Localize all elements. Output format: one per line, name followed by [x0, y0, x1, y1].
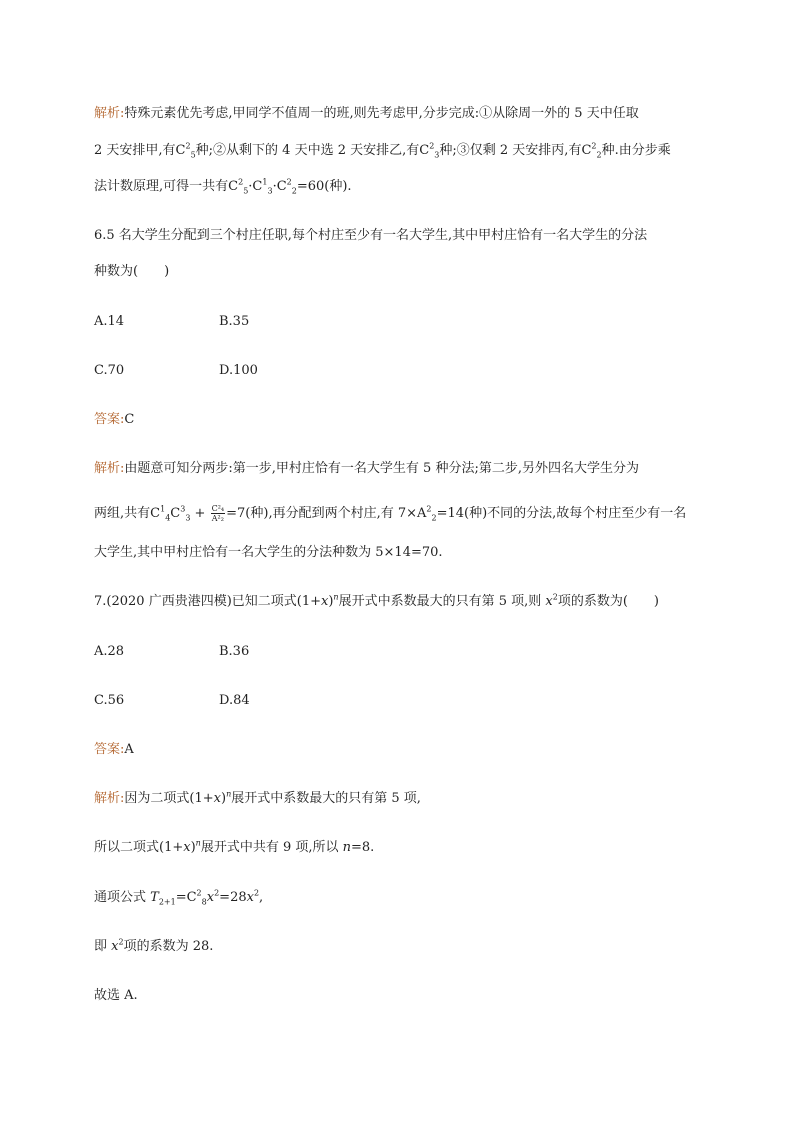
q7-text: 项的系数为( )	[557, 594, 659, 609]
math-sup: 2	[253, 888, 260, 898]
math-sup: n	[195, 838, 201, 848]
math-sub: 2+1	[158, 897, 176, 907]
q7-analysis-line-1	[94, 791, 421, 807]
analysis-label: 解析:	[94, 791, 125, 806]
q7-text: 通项公式	[94, 890, 151, 905]
q6-text: C	[170, 506, 181, 521]
q6-answer	[94, 412, 134, 428]
q6-option-d: D.100	[219, 363, 258, 378]
math-sup: 2	[238, 177, 244, 187]
math-sup: 2	[185, 141, 191, 151]
math-var: x	[321, 594, 329, 609]
q7-text: 展开式中共有 9 项,所以	[200, 840, 343, 855]
q6-text: =14(种)不同的分法,故每个村庄至少有一名	[436, 506, 687, 521]
q6-option-c: C.70	[94, 363, 125, 378]
q7-option-a: A.28	[94, 644, 125, 659]
q7-analysis-line-4	[94, 939, 213, 955]
math-sub: 4	[165, 513, 171, 523]
math-sup: 1	[160, 504, 166, 514]
math-sub: 8	[201, 897, 207, 907]
q6-analysis-line-3: 大学生,其中甲村庄恰有一名大学生的分法种数为 5×14=70.	[94, 545, 443, 560]
analysis-label: 解析:	[94, 106, 125, 121]
q7-text: ,	[259, 890, 264, 905]
q5-analysis-text: 特殊元素优先考虑,甲同学不值周一的班,则先考虑甲,分步完成:①从除周一外的 5 天中任取	[124, 106, 639, 121]
math-sub: 2	[431, 513, 437, 523]
math-sup: 2	[286, 177, 292, 187]
math-var: x	[206, 890, 215, 905]
q7-answer-value: A	[124, 742, 134, 757]
math-var: x	[246, 890, 254, 905]
math-sup: n	[333, 592, 339, 602]
q7-text: =8.	[351, 840, 375, 855]
math-sup: 2	[552, 592, 558, 602]
q7-option-c: C.56	[94, 693, 125, 708]
math-var: x	[545, 594, 553, 609]
q5-analysis-line-3	[94, 179, 352, 195]
q5-text: =60(种).	[296, 179, 352, 194]
fraction-denominator: A²₂	[211, 514, 224, 523]
q6-text: =7(种),再分配到两个村庄,有 7×A	[226, 506, 427, 521]
math-sup: 2	[429, 141, 435, 151]
q7-analysis-line-2	[94, 840, 374, 856]
q7-analysis-line-3	[94, 890, 263, 906]
fraction	[211, 504, 226, 523]
math-var: T	[150, 890, 159, 905]
q5-text: 种.由分步乘	[601, 143, 671, 158]
q7-text: 展开式中系数最大的只有第 5 项,	[231, 791, 421, 806]
math-var: x	[213, 791, 221, 806]
math-sub: 3	[434, 150, 440, 160]
q7-text: =C	[175, 890, 197, 905]
q5-text: 种;②从剩下的 4 天中选 2 天安排乙,有C	[195, 143, 430, 158]
q6-text: +	[190, 506, 210, 521]
q6-stem-line-2: 种数为( )	[94, 264, 170, 279]
q7-answer	[94, 742, 134, 758]
math-var: x	[111, 939, 119, 954]
fraction-numerator: C²₄	[211, 504, 225, 513]
q7-stem	[94, 594, 659, 610]
q7-text: 所以二项式(1+	[94, 840, 184, 855]
math-sub: 5	[190, 150, 196, 160]
q7-text: =28	[219, 890, 247, 905]
q7-analysis-line-5: 故选 A.	[94, 988, 138, 1003]
q6-text: 两组,共有C	[94, 506, 161, 521]
q6-analysis-text: 由题意可知分两步:第一步,甲村庄恰有一名大学生有 5 种分法;第二步,另外四名大学生分为	[124, 461, 639, 476]
q5-analysis-line-1	[94, 106, 639, 122]
math-sub: 3	[267, 186, 273, 196]
math-var: x	[183, 840, 191, 855]
q7-text: )	[328, 594, 334, 609]
q6-option-b: B.35	[219, 314, 250, 329]
q5-analysis-line-2	[94, 143, 671, 159]
q6-stem-line-1: 6.5 名大学生分配到三个村庄任职,每个村庄至少有一名大学生,其中甲村庄恰有一名大学生的分法	[94, 228, 648, 243]
math-sub: 5	[243, 186, 249, 196]
q7-text: 展开式中系数最大的只有第 5 项,则	[338, 594, 546, 609]
math-var: n	[342, 840, 352, 855]
q7-text: )	[190, 840, 196, 855]
answer-label: 答案:	[94, 412, 125, 427]
q5-text: ·C	[272, 179, 287, 194]
math-sup: 2	[426, 504, 432, 514]
math-sup: 3	[180, 504, 186, 514]
q7-text: 因为二项式(1+	[124, 791, 214, 806]
q6-analysis-line-1	[94, 461, 639, 477]
math-sup: 2	[196, 888, 202, 898]
math-sup: n	[226, 789, 232, 799]
q6-option-a: A.14	[94, 314, 125, 329]
q7-text: 7.(2020 广西贵港四模)已知二项式(1+	[94, 594, 321, 609]
math-sup: 2	[591, 141, 597, 151]
math-sup: 1	[262, 177, 268, 187]
q5-text: ·C	[248, 179, 263, 194]
q5-text: 2 天安排甲,有C	[94, 143, 186, 158]
q7-text: 项的系数为 28.	[123, 939, 214, 954]
q7-text: )	[220, 791, 227, 806]
q5-text: 法计数原理,可得一共有C	[94, 179, 239, 194]
math-sub: 2	[291, 186, 297, 196]
q6-analysis-line-2	[94, 504, 686, 523]
math-sup: 2	[214, 888, 220, 898]
math-sub: 3	[185, 513, 191, 523]
math-sub: 2	[596, 150, 602, 160]
q7-option-d: D.84	[219, 693, 250, 708]
answer-label: 答案:	[94, 742, 125, 757]
q5-text: 种;③仅剩 2 天安排丙,有C	[439, 143, 592, 158]
q6-answer-value: C	[124, 412, 135, 427]
q7-text: 即	[94, 939, 112, 954]
analysis-label: 解析:	[94, 461, 125, 476]
q7-option-b: B.36	[219, 644, 250, 659]
math-sup: 2	[118, 937, 124, 947]
